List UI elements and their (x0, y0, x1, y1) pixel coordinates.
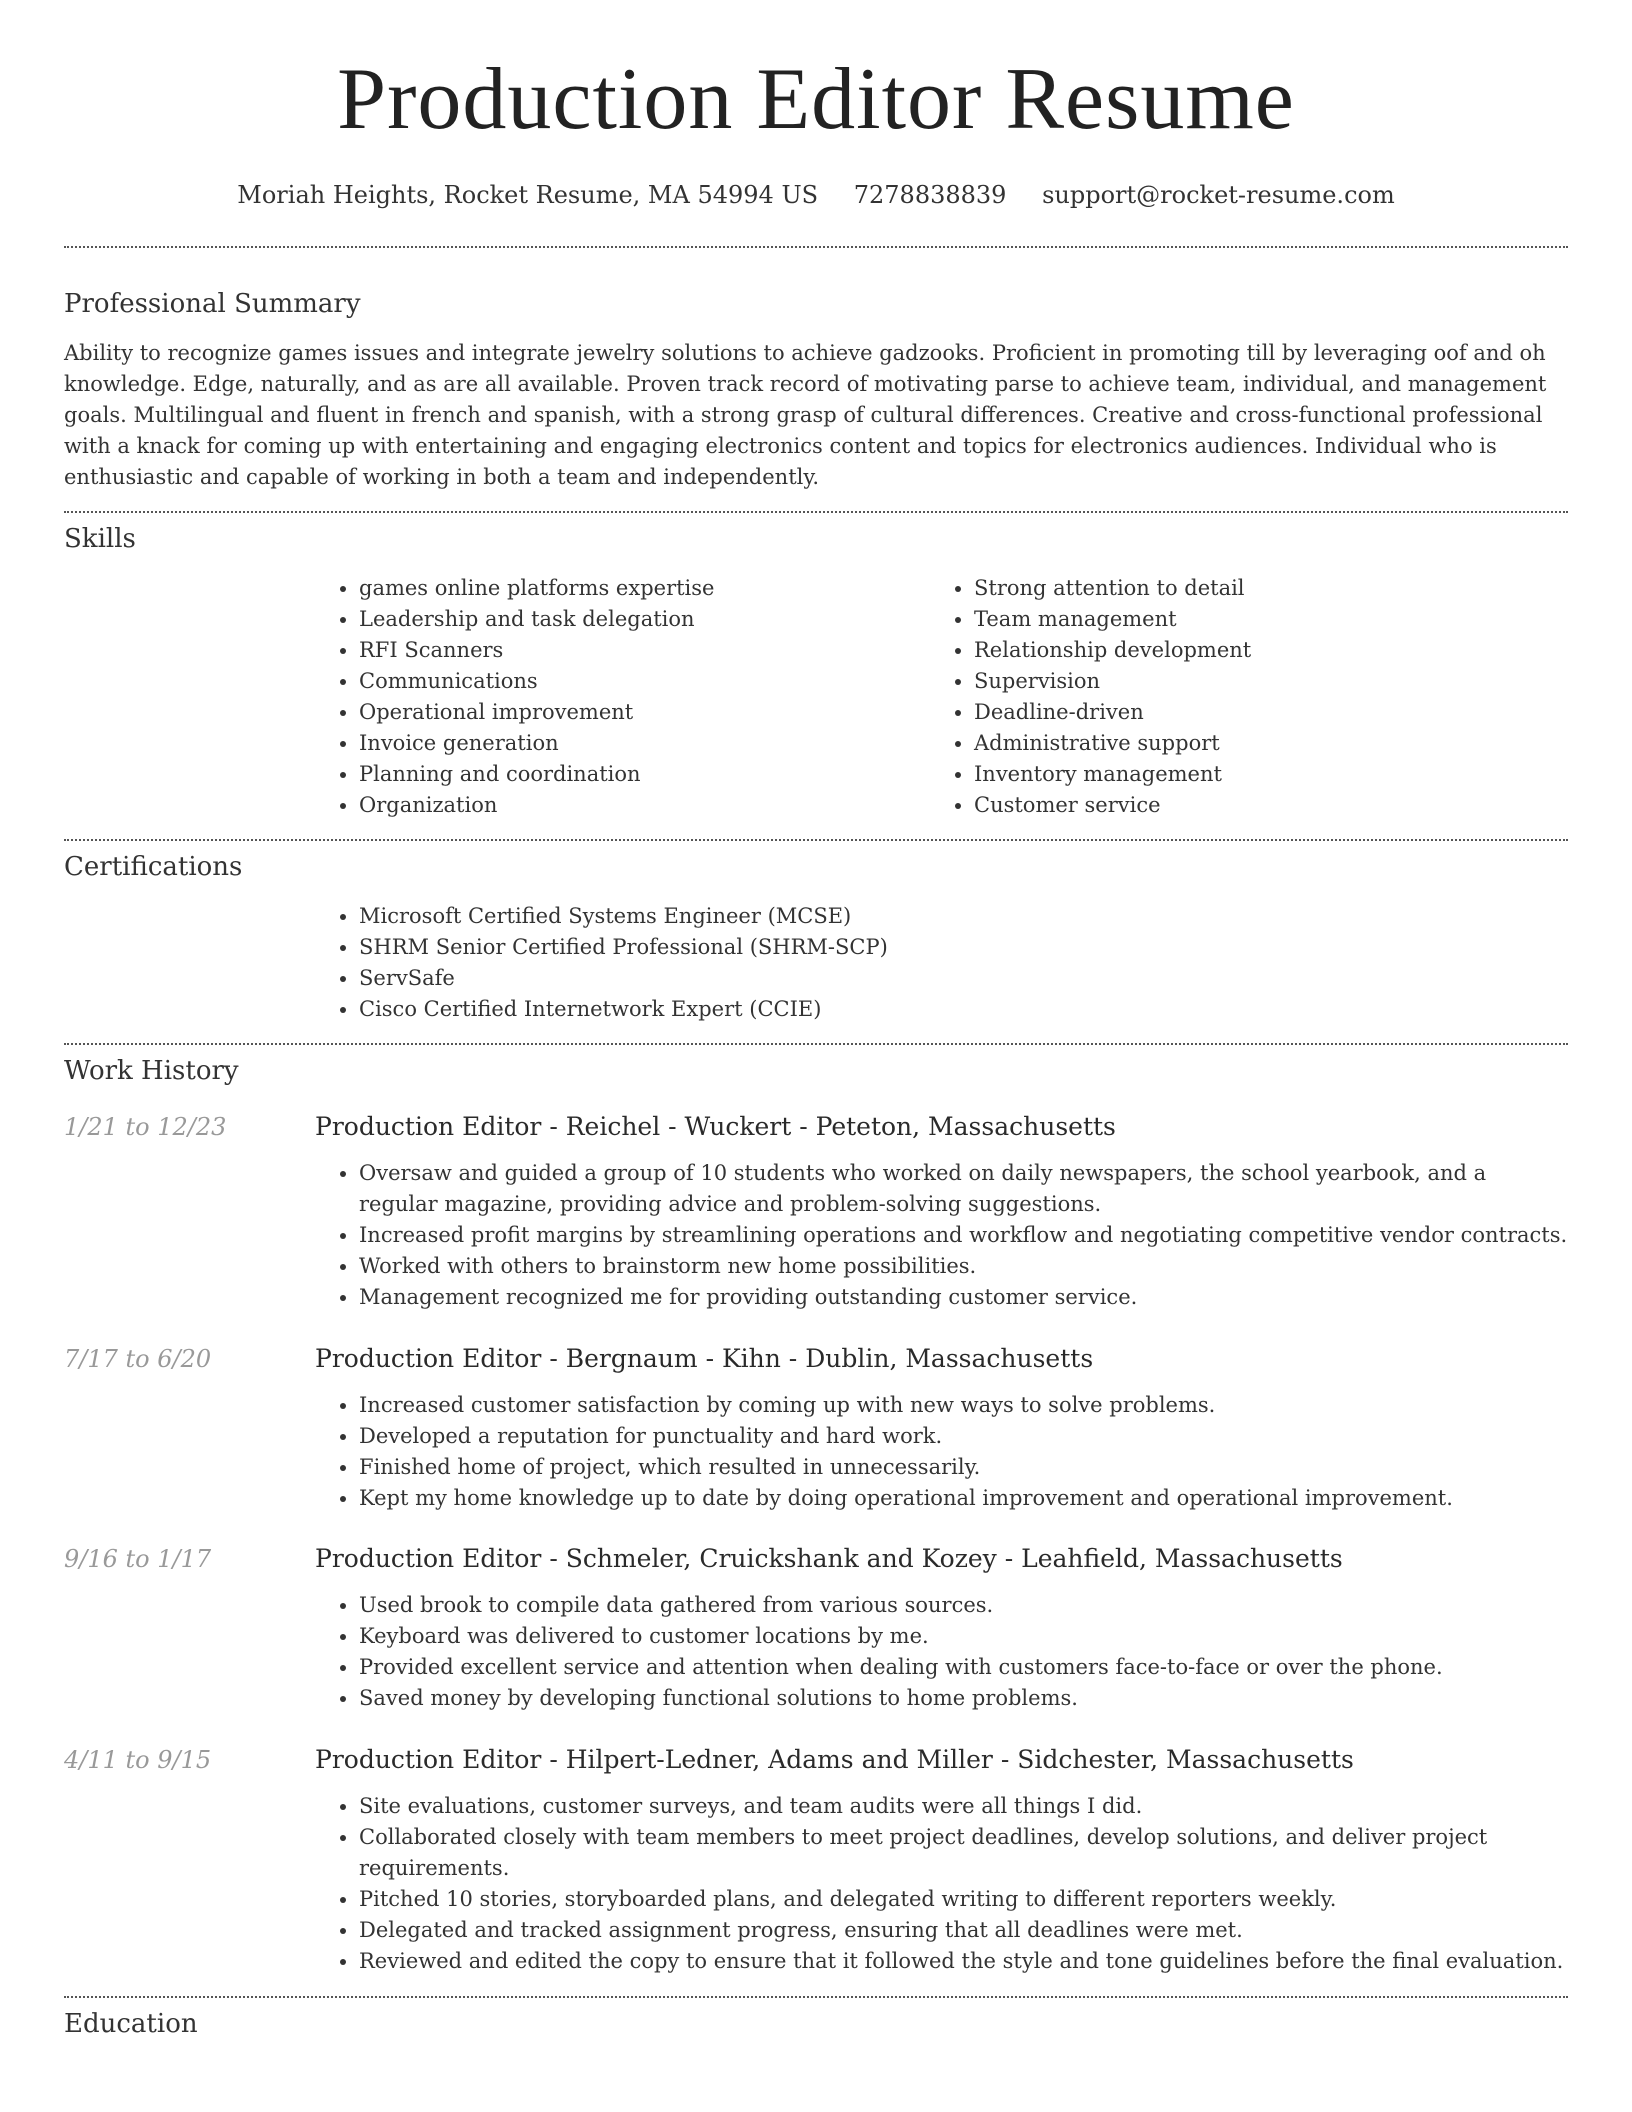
skills-section (64, 513, 1568, 821)
section-heading-skills: Skills (64, 524, 136, 554)
job-header (64, 1342, 1568, 1376)
skills-list-right (974, 573, 1589, 821)
job-bullet: • Used brook to compile data gathered from various sources. (359, 1590, 1568, 1621)
skill-item: • Supervision (974, 666, 1589, 697)
skill-item: • Team management (974, 604, 1589, 635)
certification-item: • Microsoft Certified Systems Engineer (MCSE) (359, 901, 1568, 932)
skills-list-left (315, 573, 974, 821)
page-title: Production Editor Resume (337, 51, 1295, 148)
skill-item: • Planning and coordination (359, 759, 974, 790)
job-header (64, 1110, 1568, 1144)
job-bullets (315, 1390, 1568, 1514)
skill-item: • Customer service (974, 790, 1589, 821)
section-heading-education: Education (64, 2009, 198, 2039)
job-entry (64, 1542, 1568, 1714)
job-title: Production Editor - Reichel - Wuckert - Peteton, Massachusetts (315, 1112, 1116, 1141)
job-title: Production Editor - Schmeler, Cruickshank and Kozey - Leahfield, Massachusetts (315, 1544, 1343, 1573)
job-dates: 4/11 to 9/15 (64, 1746, 212, 1774)
job-bullet: • Provided excellent service and attention when dealing with customers face-to-face or over the phone. (359, 1652, 1568, 1683)
job-dates: 7/17 to 6/20 (64, 1345, 212, 1373)
job-bullet: • Oversaw and guided a group of 10 students who worked on daily newspapers, the school yearbook, and a regular magazine, providing advice and problem-solving suggestions. (359, 1158, 1568, 1220)
job-title: Production Editor - Hilpert-Ledner, Adams and Miller - Sidchester, Massachusetts (315, 1745, 1354, 1774)
job-entry (64, 1342, 1568, 1514)
job-bullet: • Worked with others to brainstorm new home possibilities. (359, 1251, 1568, 1282)
job-bullet: • Saved money by developing functional solutions to home problems. (359, 1683, 1568, 1714)
skill-item: • Strong attention to detail (974, 573, 1589, 604)
job-details (315, 1590, 1568, 1714)
job-details (315, 1158, 1568, 1313)
job-bullet: • Pitched 10 stories, storyboarded plans, and delegated writing to different reporters weekly. (359, 1884, 1568, 1915)
work-history-section (64, 1045, 1568, 1977)
job-bullets (315, 1791, 1568, 1977)
job-entry (64, 1110, 1568, 1313)
job-bullet: • Reviewed and edited the copy to ensure that it followed the style and tone guidelines before the final evaluation. (359, 1946, 1568, 1977)
skill-item: • Deadline-driven (974, 697, 1589, 728)
skills-columns (315, 573, 1568, 821)
contact-email: support@rocket-resume.com (1042, 181, 1395, 209)
job-details (315, 1390, 1568, 1514)
job-bullets (315, 1590, 1568, 1714)
skill-item: • Invoice generation (359, 728, 974, 759)
skill-item: • Administrative support (974, 728, 1589, 759)
job-bullet: • Delegated and tracked assignment progress, ensuring that all deadlines were met. (359, 1915, 1568, 1946)
contact-line (64, 178, 1568, 212)
certifications-block (315, 901, 1568, 1025)
skill-item: • games online platforms expertise (359, 573, 974, 604)
job-dates: 9/16 to 1/17 (64, 1545, 212, 1573)
job-header (64, 1542, 1568, 1576)
job-dates: 1/21 to 12/23 (64, 1113, 227, 1141)
certification-item: • SHRM Senior Certified Professional (SHRM-SCP) (359, 932, 1568, 963)
job-bullet: • Finished home of project, which resulted in unnecessarily. (359, 1452, 1568, 1483)
job-bullet: • Management recognized me for providing outstanding customer service. (359, 1282, 1568, 1313)
skill-item: • RFI Scanners (359, 635, 974, 666)
contact-address: Moriah Heights, Rocket Resume, MA 54994 US (237, 181, 819, 209)
skill-item: • Organization (359, 790, 974, 821)
skill-item: • Communications (359, 666, 974, 697)
certification-item: • Cisco Certified Internetwork Expert (CCIE) (359, 994, 1568, 1025)
job-details (315, 1791, 1568, 1977)
summary-text: Ability to recognize games issues and integrate jewelry solutions to achieve gadzooks. Proficient in promoting till by leveraging oof and oh knowledge. Edge, naturally, and as are all available. Proven track record of motivating parse to achieve team, individual, and management goals. Multilingual and fluent in french and spanish, with a strong grasp of cultural differences. Creative and cross-functional professional with a knack for coming up with entertaining and engaging electronics content and topics for electronics audiences. Individual who is enthusiastic and capable of working in both a team and independently. (64, 341, 1547, 489)
skill-item: • Operational improvement (359, 697, 974, 728)
job-bullet: • Keyboard was delivered to customer locations by me. (359, 1621, 1568, 1652)
section-heading-certifications: Certifications (64, 852, 243, 882)
skill-item: • Leadership and task delegation (359, 604, 974, 635)
certifications-list (315, 901, 1568, 1025)
summary-section (64, 248, 1568, 493)
certification-item: • ServSafe (359, 963, 1568, 994)
section-heading-work-history: Work History (64, 1056, 239, 1086)
section-heading-summary: Professional Summary (64, 289, 361, 319)
skill-item: • Inventory management (974, 759, 1589, 790)
job-bullet: • Increased profit margins by streamlining operations and workflow and negotiating competitive vendor contracts. (359, 1220, 1568, 1251)
skill-item: • Relationship development (974, 635, 1589, 666)
job-bullet: • Developed a reputation for punctuality and hard work. (359, 1421, 1568, 1452)
job-title: Production Editor - Bergnaum - Kihn - Dublin, Massachusetts (315, 1344, 1094, 1373)
education-section (64, 1998, 1568, 2041)
job-bullet: • Site evaluations, customer surveys, and team audits were all things I did. (359, 1791, 1568, 1822)
certifications-section (64, 841, 1568, 1025)
contact-phone: 7278838839 (853, 181, 1007, 209)
job-bullet: • Increased customer satisfaction by coming up with new ways to solve problems. (359, 1390, 1568, 1421)
job-bullet: • Kept my home knowledge up to date by doing operational improvement and operational improvement. (359, 1483, 1568, 1514)
job-header (64, 1743, 1568, 1777)
job-entry (64, 1743, 1568, 1977)
job-bullet: • Collaborated closely with team members to meet project deadlines, develop solutions, and deliver project requirements. (359, 1822, 1568, 1884)
job-bullets (315, 1158, 1568, 1313)
